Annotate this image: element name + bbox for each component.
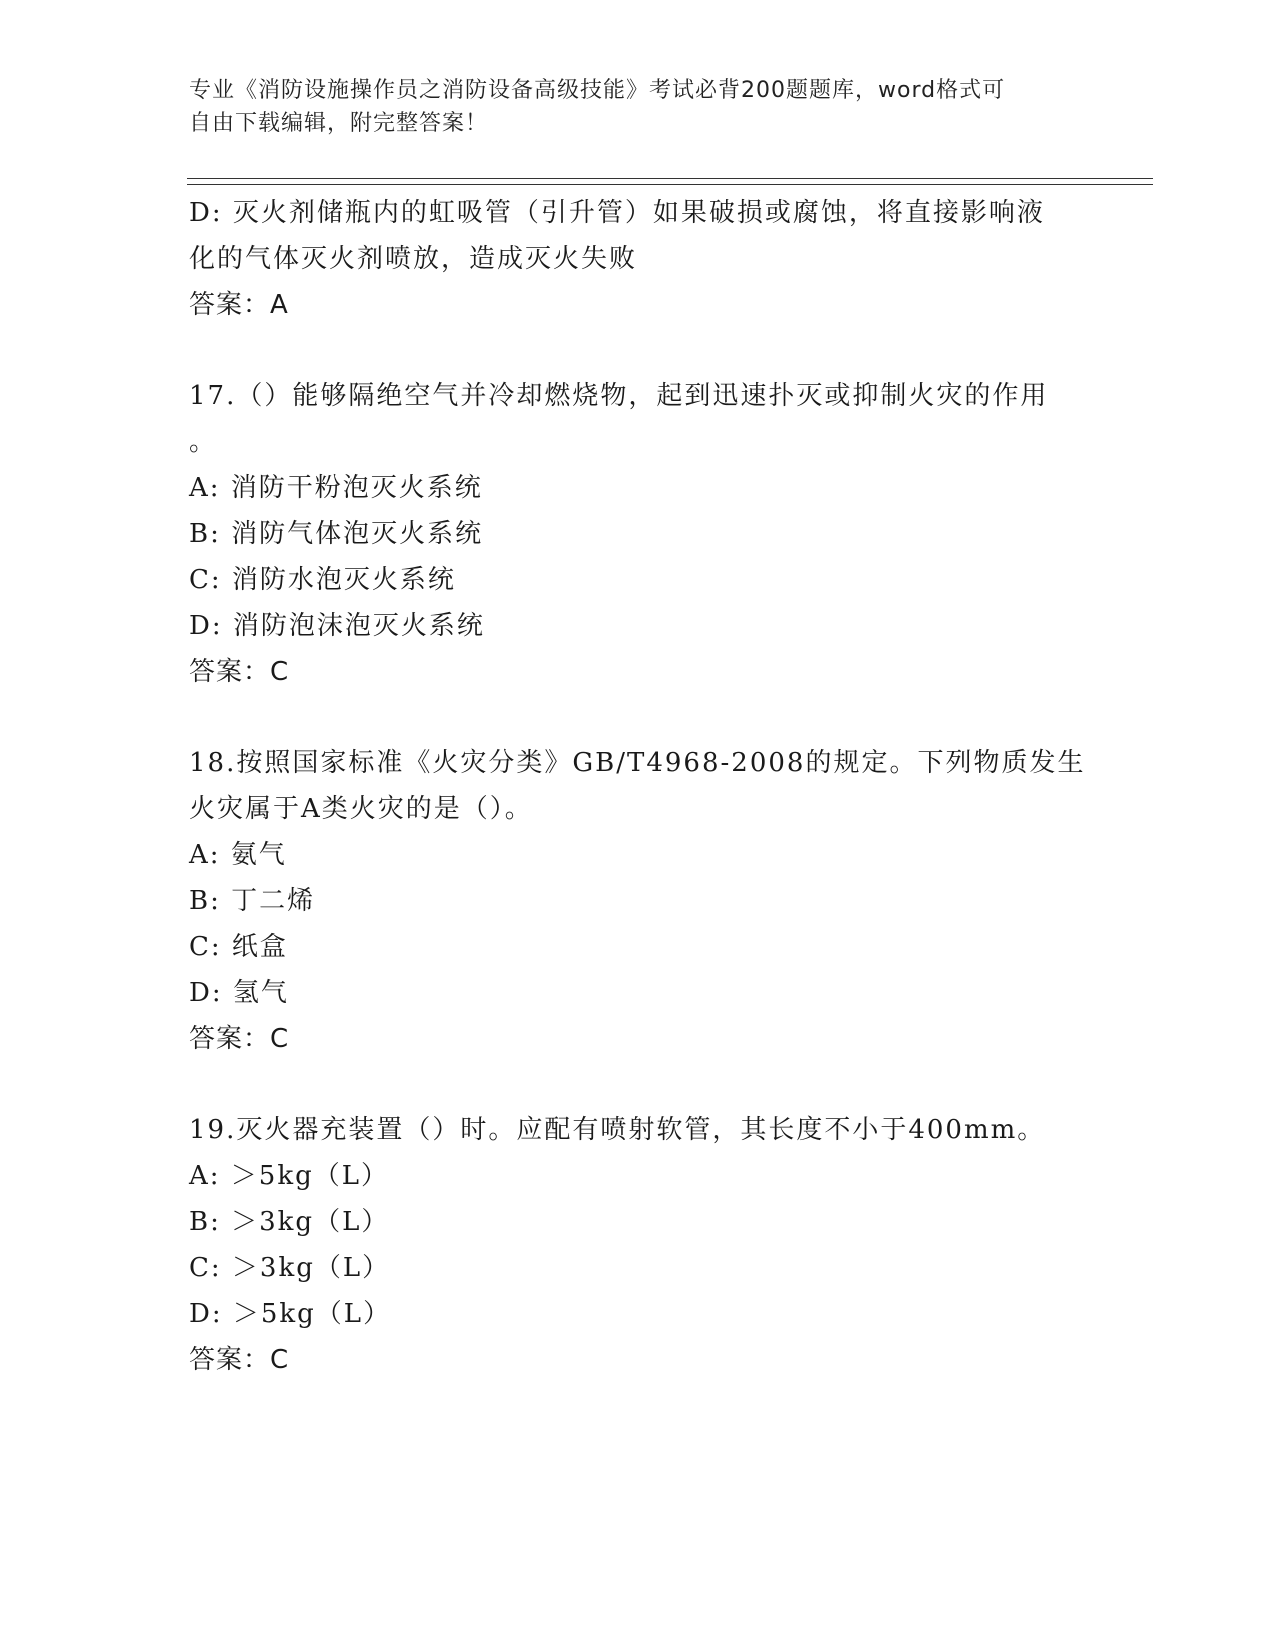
header-line-1: 专业《消防设施操作员之消防设备高级技能》考试必背200题题库，word格式可	[189, 78, 1006, 103]
answer-18: 答案：C	[189, 1024, 290, 1054]
question-17-option-a: A: 消防干粉泡灭火系统	[189, 473, 483, 503]
option-d-line-2: 化的气体灭火剂喷放，造成灭火失败	[189, 244, 638, 274]
header-line-2: 自由下载编辑，附完整答案！	[189, 111, 489, 136]
question-19-option-b: B: ＞3kg（L）	[189, 1207, 390, 1237]
option-d-line-1: D: 灭火剂储瓶内的虹吸管（引升管）如果破损或腐蚀，将直接影响液	[189, 198, 1045, 228]
question-18-option-d: D: 氢气	[189, 978, 289, 1008]
question-18-option-a: A: 氨气	[189, 840, 287, 870]
question-18-stem-1: 18.按照国家标准《火灾分类》GB/T4968-2008的规定。下列物质发生	[189, 748, 1086, 778]
question-18-stem-2: 火灾属于A类火灾的是（）。	[189, 794, 533, 824]
answer-16: 答案：A	[189, 290, 289, 320]
question-18-option-b: B: 丁二烯	[189, 886, 316, 916]
question-17-option-c: C: 消防水泡灭火系统	[189, 565, 456, 595]
question-17-option-b: B: 消防气体泡灭火系统	[189, 519, 484, 549]
header-divider-top	[187, 178, 1153, 179]
question-18	[189, 740, 1089, 1062]
answer-19: 答案：C	[189, 1345, 290, 1375]
question-19-option-d: D: ＞5kg（L）	[189, 1299, 392, 1329]
answer-17: 答案：C	[189, 657, 290, 687]
question-19-option-c: C: ＞3kg（L）	[189, 1253, 391, 1283]
header-divider-bottom	[187, 184, 1153, 185]
question-17	[189, 373, 1089, 695]
question-17-stem-2: 。	[189, 427, 218, 457]
question-16-tail	[189, 190, 1089, 328]
question-19	[189, 1107, 1089, 1383]
question-18-option-c: C: 纸盒	[189, 932, 288, 962]
question-17-stem-1: 17.（）能够隔绝空气并冷却燃烧物，起到迅速扑灭或抑制火灾的作用	[189, 381, 1049, 411]
question-17-option-d: D: 消防泡沫泡灭火系统	[189, 611, 485, 641]
document-header	[189, 74, 1069, 140]
question-19-option-a: A: ＞5kg（L）	[189, 1161, 390, 1191]
document-body	[189, 190, 1089, 1383]
question-19-stem-1: 19.灭火器充装置（）时。应配有喷射软管，其长度不小于400mm。	[189, 1115, 1046, 1145]
